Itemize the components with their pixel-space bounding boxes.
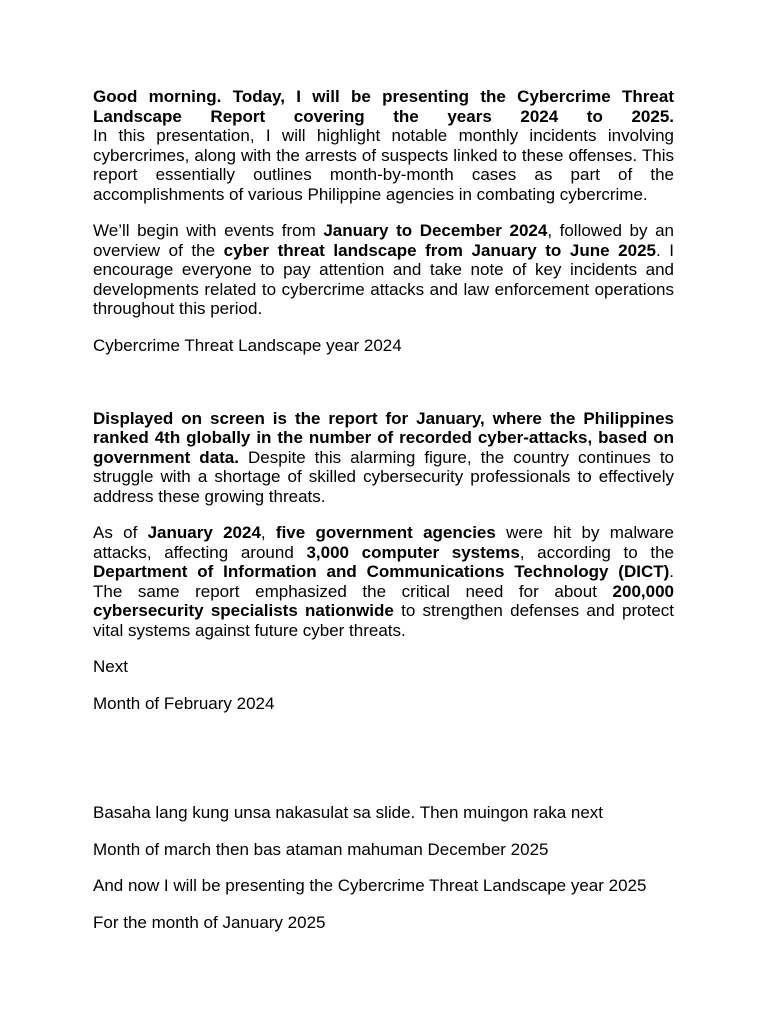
text-run: As of — [93, 523, 148, 542]
document-page — [93, 87, 674, 949]
text-run: , according to the — [519, 542, 674, 562]
bold-run: January 2024 — [147, 523, 261, 542]
intro-lead: Good morning. Today, I will be presenting the Cybercrime Threat Landscape Report covering the years 2024 to 2025. — [93, 87, 674, 126]
january-2025-heading: For the month of January 2025 — [93, 912, 326, 932]
bold-run: January to December 2024 — [323, 221, 548, 240]
bold-run: Department of Information and Communications Technology (DICT) — [93, 562, 670, 581]
text-run: . I encourage everyone to pay attention and take note of key incidents and developments related to cybercrime attacks and law enforcement operations throughout this period. — [93, 240, 675, 318]
march-note-paragraph: Month of march then bas ataman mahuman December 2025 — [93, 839, 549, 859]
intro-text: In this presentation, I will highlight notable monthly incidents involving cybercrimes, along with the arrests of suspects linked to these offenses. This report essentially outlines month-by-month cases as part of the accomplishments of various Philippine agencies in combating cybercrime. — [93, 126, 674, 204]
bold-run: 200,000 cybersecurity specialists nationwide — [93, 581, 674, 620]
section-intro-2025: And now I will be presenting the Cybercrime Threat Landscape year 2025 — [93, 876, 647, 895]
text-run: Despite this alarming figure, the country continues to struggle with a shortage of skilled cybersecurity professionals to effectively address these growing threats. — [93, 447, 675, 506]
empty-paragraph — [93, 372, 674, 392]
bold-run: Displayed on screen is the report for January, where the Philippines ranked 4th globally in the number of recorded cyber-attacks, based on government data. — [93, 408, 674, 467]
january-report-paragraph — [93, 409, 674, 507]
january-details-paragraph — [93, 523, 674, 640]
empty-paragraph — [93, 730, 674, 750]
text-run: . The same report emphasized the critical need for about — [93, 562, 674, 601]
text-run: were hit by malware attacks, affecting around — [93, 523, 674, 562]
intro-paragraph — [93, 87, 674, 204]
bold-run: 3,000 computer systems — [306, 542, 520, 562]
text-run: We’ll begin with events from — [93, 221, 324, 240]
text-run: , followed by an overview of the — [93, 221, 674, 260]
overview-paragraph — [93, 221, 674, 319]
february-heading: Month of February 2024 — [93, 693, 275, 713]
bold-run: five government agencies — [275, 523, 496, 542]
section-heading-2024: Cybercrime Threat Landscape year 2024 — [93, 335, 402, 355]
text-run: to strengthen defenses and protect vital systems against future cyber threats. — [93, 601, 674, 640]
text-run: , — [260, 523, 276, 542]
slide-note-paragraph: Basaha lang kung unsa nakasulat sa slide. Then muingon raka next — [93, 803, 604, 822]
bold-run: cyber threat landscape from January to June 2025 — [223, 240, 656, 260]
empty-paragraph — [93, 767, 674, 787]
next-paragraph: Next — [93, 657, 128, 676]
